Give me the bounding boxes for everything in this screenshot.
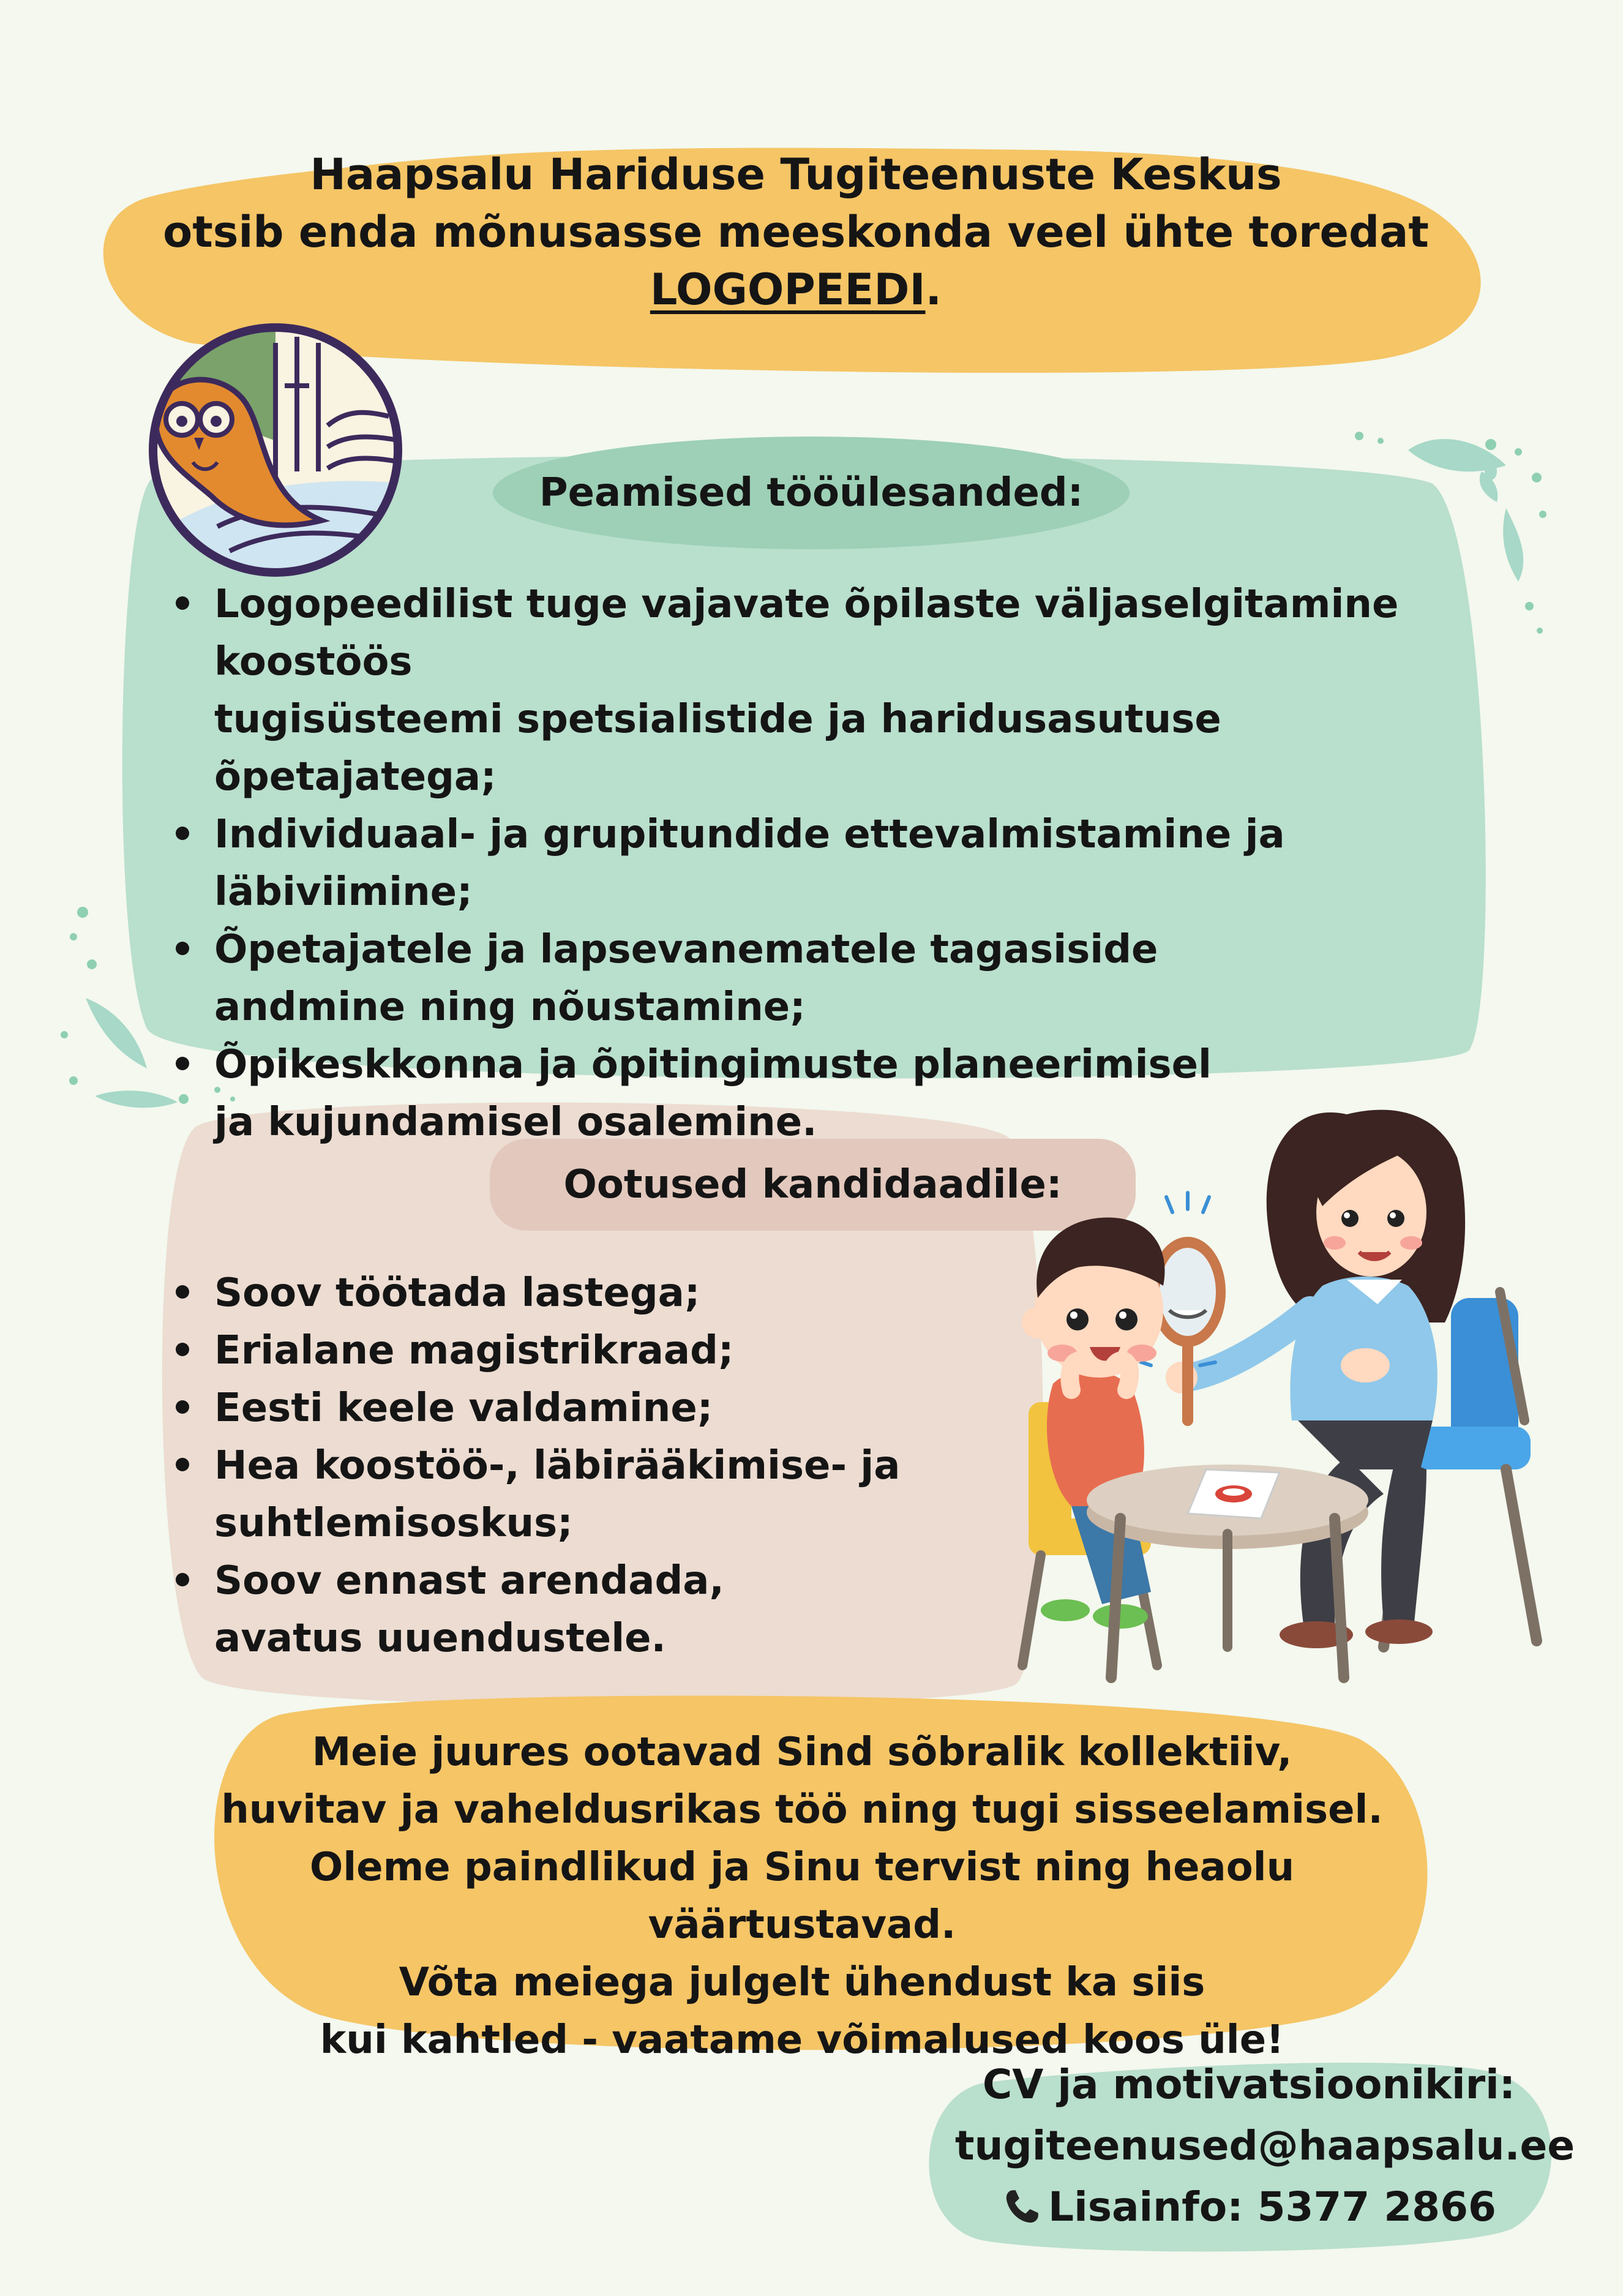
header-line-3 bbox=[153, 261, 1439, 318]
list-item: Eesti keele valdamine; bbox=[168, 1379, 1025, 1437]
offer-line-5: kui kahtled - vaatame võimalused koos üle! bbox=[320, 2017, 1284, 2063]
tasks-title: Peamised tööülesanded: bbox=[539, 470, 1084, 516]
list-item: Õpikeskkonna ja õpitingimuste planeerimisel ja kujundamisel osalemine. bbox=[168, 1036, 1503, 1151]
speech-therapy-illustration-icon bbox=[1004, 1078, 1567, 1690]
phone-label: Lisainfo: 5377 2866 bbox=[1048, 2183, 1496, 2230]
owl-logo-icon bbox=[144, 318, 407, 582]
list-item: Soov ennast arendada, avatus uuendustele. bbox=[168, 1552, 1025, 1667]
list-item: Logopeedilist tuge vajavate õpilaste väljaselgitamine koostöös tugisüsteemi spetsialistide ja haridusasutuse õpetajatega; bbox=[168, 576, 1503, 806]
header-line-2: otsib enda mõnusasse meeskonda veel ühte toredat bbox=[163, 207, 1429, 257]
contact-block bbox=[955, 2054, 1575, 2238]
list-item: Erialane magistrikraad; bbox=[168, 1322, 1025, 1379]
header-line-1: Haapsalu Hariduse Tugiteenuste Keskus bbox=[310, 149, 1282, 200]
offer-line-3: Oleme paindlikud ja Sinu tervist ning heaolu väärtustavad. bbox=[309, 1845, 1295, 1948]
email-link[interactable]: tugiteenused@haapsalu.ee bbox=[955, 2122, 1575, 2169]
offer-line-4: Võta meiega julgelt ühendust ka siis bbox=[399, 1960, 1205, 2005]
expectations-list bbox=[168, 1264, 1025, 1667]
header-heading bbox=[153, 146, 1439, 318]
tasks-list bbox=[168, 576, 1503, 1151]
phone-line[interactable] bbox=[955, 2177, 1543, 2238]
position-suffix: . bbox=[925, 264, 942, 315]
phone-icon bbox=[1002, 2186, 1042, 2227]
expectations-title: Ootused kandidaadile: bbox=[563, 1162, 1062, 1207]
cv-label: CV ja motivatsioonikiri: bbox=[982, 2061, 1516, 2108]
list-item: Soov töötada lastega; bbox=[168, 1264, 1025, 1322]
list-item: Hea koostöö-, läbirääkimise- ja suhtlemisoskus; bbox=[168, 1437, 1025, 1552]
offer-line-1: Meie juures ootavad Sind sõbralik kollektiiv, bbox=[312, 1730, 1292, 1775]
offer-line-2: huvitav ja vaheldusrikas töö ning tugi sisseelamisel. bbox=[221, 1787, 1383, 1833]
position-title: LOGOPEEDI bbox=[650, 264, 926, 315]
list-item: Õpetajatele ja lapsevanematele tagasiside andmine ning nõustamine; bbox=[168, 921, 1503, 1036]
offer-text bbox=[202, 1724, 1402, 2069]
list-item: Individuaal- ja grupitundide ettevalmistamine ja läbiviimine; bbox=[168, 806, 1503, 921]
